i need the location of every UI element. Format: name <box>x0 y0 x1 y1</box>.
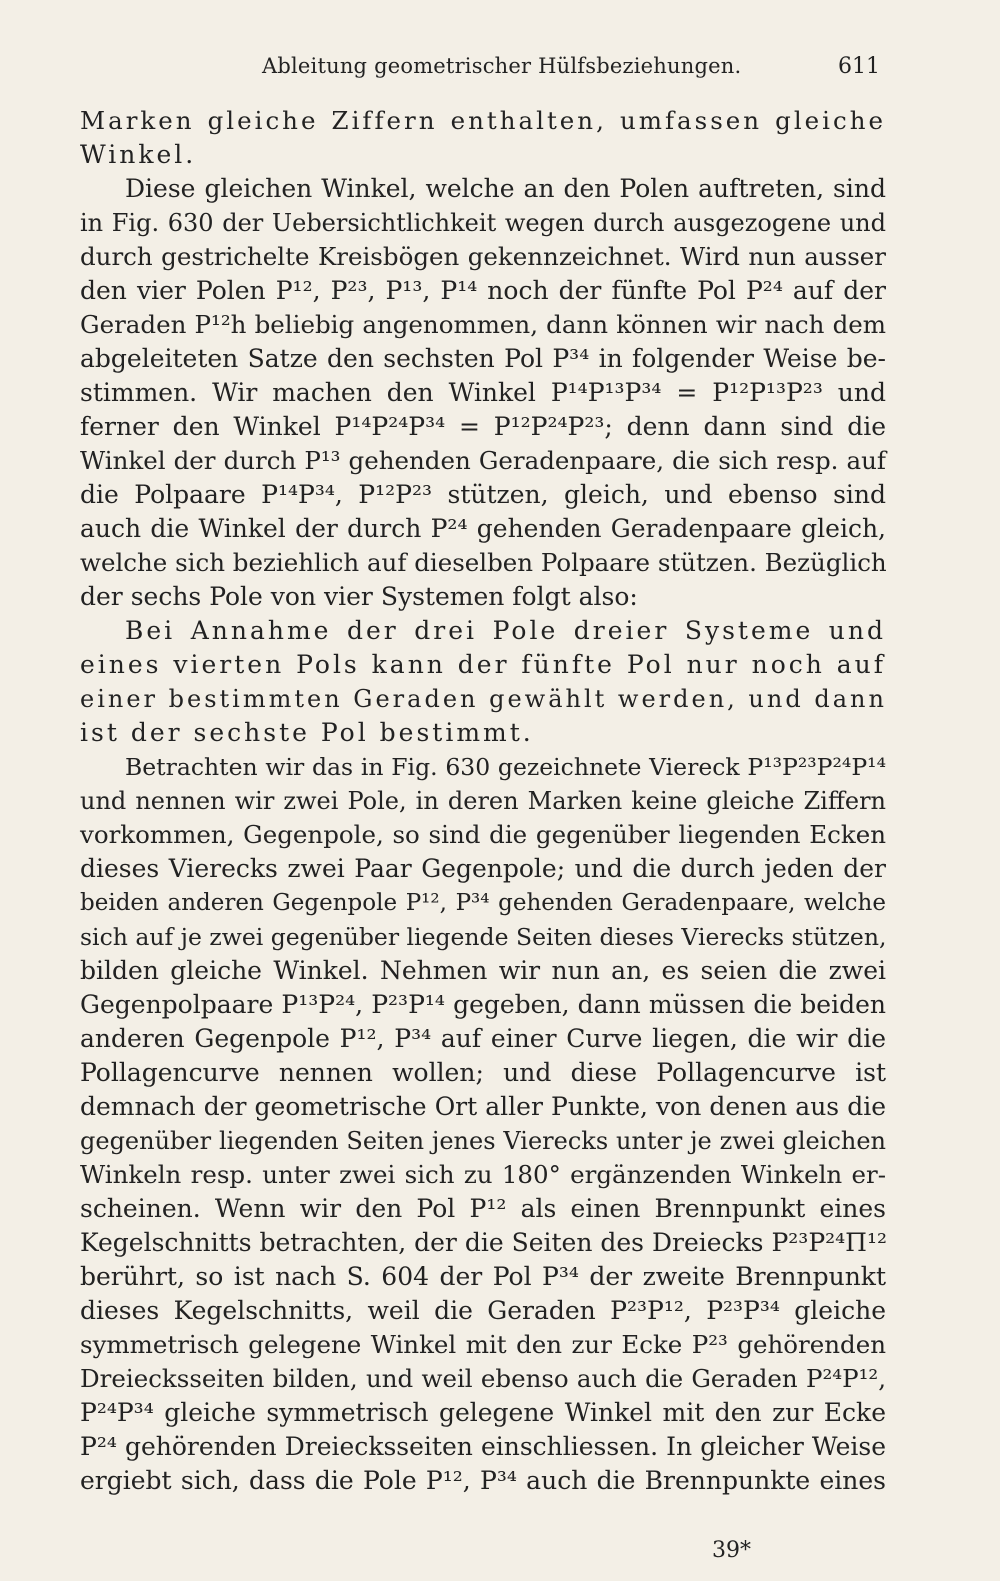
text-line: symmetrisch gelegene Winkel mit den zur Ecke P²³ gehörenden <box>80 1330 886 1359</box>
text-line: sich auf je zwei gegenüber liegende Seiten dieses Vierecks stützen, <box>80 923 887 951</box>
text-line: P²⁴P³⁴ gleiche symmetrisch gelegene Winkel mit den zur Ecke <box>80 1398 886 1427</box>
text-line: demnach der geometrische Ort aller Punkte, von denen aus die <box>80 1092 886 1121</box>
page-number: 611 <box>838 54 880 79</box>
text-line: Diese gleichen Winkel, welche an den Polen auftreten, sind <box>125 174 886 203</box>
text-line: Winkel der durch P¹³ gehenden Geradenpaare, die sich resp. auf <box>80 446 886 475</box>
text-line: anderen Gegenpole P¹², P³⁴ auf einer Curve liegen, die wir die <box>80 1024 886 1053</box>
text-line: in Fig. 630 der Uebersichtlichkeit wegen durch ausgezogene und <box>80 209 886 237</box>
text-line: Marken gleiche Ziffern enthalten, umfassen gleiche <box>80 106 886 135</box>
text-line: welche sich beziehlich auf dieselben Polpaare stützen. Bezüglich <box>80 548 887 577</box>
theorem-line: einer bestimmten Geraden gewählt werden, und dann <box>80 685 887 713</box>
text-line: Kegelschnitts betrachten, der die Seiten des Dreiecks P²³P²⁴Π¹² <box>80 1228 888 1257</box>
text-line: bilden gleiche Winkel. Nehmen wir nun an, es seien die zwei <box>80 956 886 985</box>
text-line: Pollagencurve nennen wollen; und diese Pollagencurve ist <box>80 1058 886 1087</box>
text-line: auch die Winkel der durch P²⁴ gehenden Geradenpaare gleich, <box>80 514 886 543</box>
text-line: Winkel. <box>80 140 197 169</box>
text-line: berührt, so ist nach S. 604 der Pol P³⁴ der zweite Brennpunkt <box>80 1262 886 1291</box>
text-line: durch gestrichelte Kreisbögen gekennzeichnet. Wird nun ausser <box>80 242 886 271</box>
text-line: Gegenpolpaare P¹³P²⁴, P²³P¹⁴ gegeben, dann müssen die beiden <box>80 990 886 1019</box>
text-line: abgeleiteten Satze den sechsten Pol P³⁴ in folgender Weise be- <box>80 344 886 373</box>
theorem-line: ist der sechste Pol bestimmt. <box>80 718 534 747</box>
text-line: ferner den Winkel P¹⁴P²⁴P³⁴ = P¹²P²⁴P²³; denn dann sind die <box>80 412 886 441</box>
text-line: gegenüber liegenden Seiten jenes Vierecks unter je zwei gleichen <box>80 1127 886 1155</box>
theorem-line: Bei Annahme der drei Pole dreier Systeme und <box>125 616 886 645</box>
signature-mark: 39* <box>712 1538 751 1563</box>
text-line: dieses Kegelschnitts, weil die Geraden P²³P¹², P²³P³⁴ gleiche <box>80 1296 886 1325</box>
text-line: Geraden P¹²h beliebig angenommen, dann können wir nach dem <box>80 310 886 339</box>
body-text <box>80 104 886 1498</box>
text-line: der sechs Pole von vier Systemen folgt also: <box>80 582 638 611</box>
text-line: Dreiecksseiten bilden, und weil ebenso auch die Geraden P²⁴P¹², <box>80 1364 886 1393</box>
text-line: beiden anderen Gegenpole P¹², P³⁴ gehenden Geradenpaare, welche <box>80 890 886 916</box>
text-line: stimmen. Wir machen den Winkel P¹⁴P¹³P³⁴ = P¹²P¹³P²³ und <box>80 378 886 407</box>
text-line: den vier Polen P¹², P²³, P¹³, P¹⁴ noch der fünfte Pol P²⁴ auf der <box>80 276 886 305</box>
text-line: dieses Vierecks zwei Paar Gegenpole; und die durch jeden der <box>80 854 886 883</box>
running-head: Ableitung geometrischer Hülfsbeziehungen. <box>262 54 742 78</box>
text-line: Winkeln resp. unter zwei sich zu 180° ergänzenden Winkeln er- <box>80 1160 886 1189</box>
theorem-line: eines vierten Pols kann der fünfte Pol nur noch auf <box>80 650 886 679</box>
text-line: P²⁴ gehörenden Dreiecksseiten einschliessen. In gleicher Weise <box>80 1432 886 1461</box>
text-line: vorkommen, Gegenpole, so sind die gegenüber liegenden Ecken <box>80 820 886 849</box>
text-line: ergiebt sich, dass die Pole P¹², P³⁴ auch die Brennpunkte eines <box>80 1466 886 1495</box>
text-line: scheinen. Wenn wir den Pol P¹² als einen Brennpunkt eines <box>80 1194 886 1223</box>
text-line: und nennen wir zwei Pole, in deren Marken keine gleiche Ziffern <box>80 787 886 815</box>
text-line: die Polpaare P¹⁴P³⁴, P¹²P²³ stützen, gleich, und ebenso sind <box>80 480 886 509</box>
page-header <box>80 50 886 86</box>
text-line: Betrachten wir das in Fig. 630 gezeichnete Viereck P¹³P²³P²⁴P¹⁴ <box>125 753 886 781</box>
